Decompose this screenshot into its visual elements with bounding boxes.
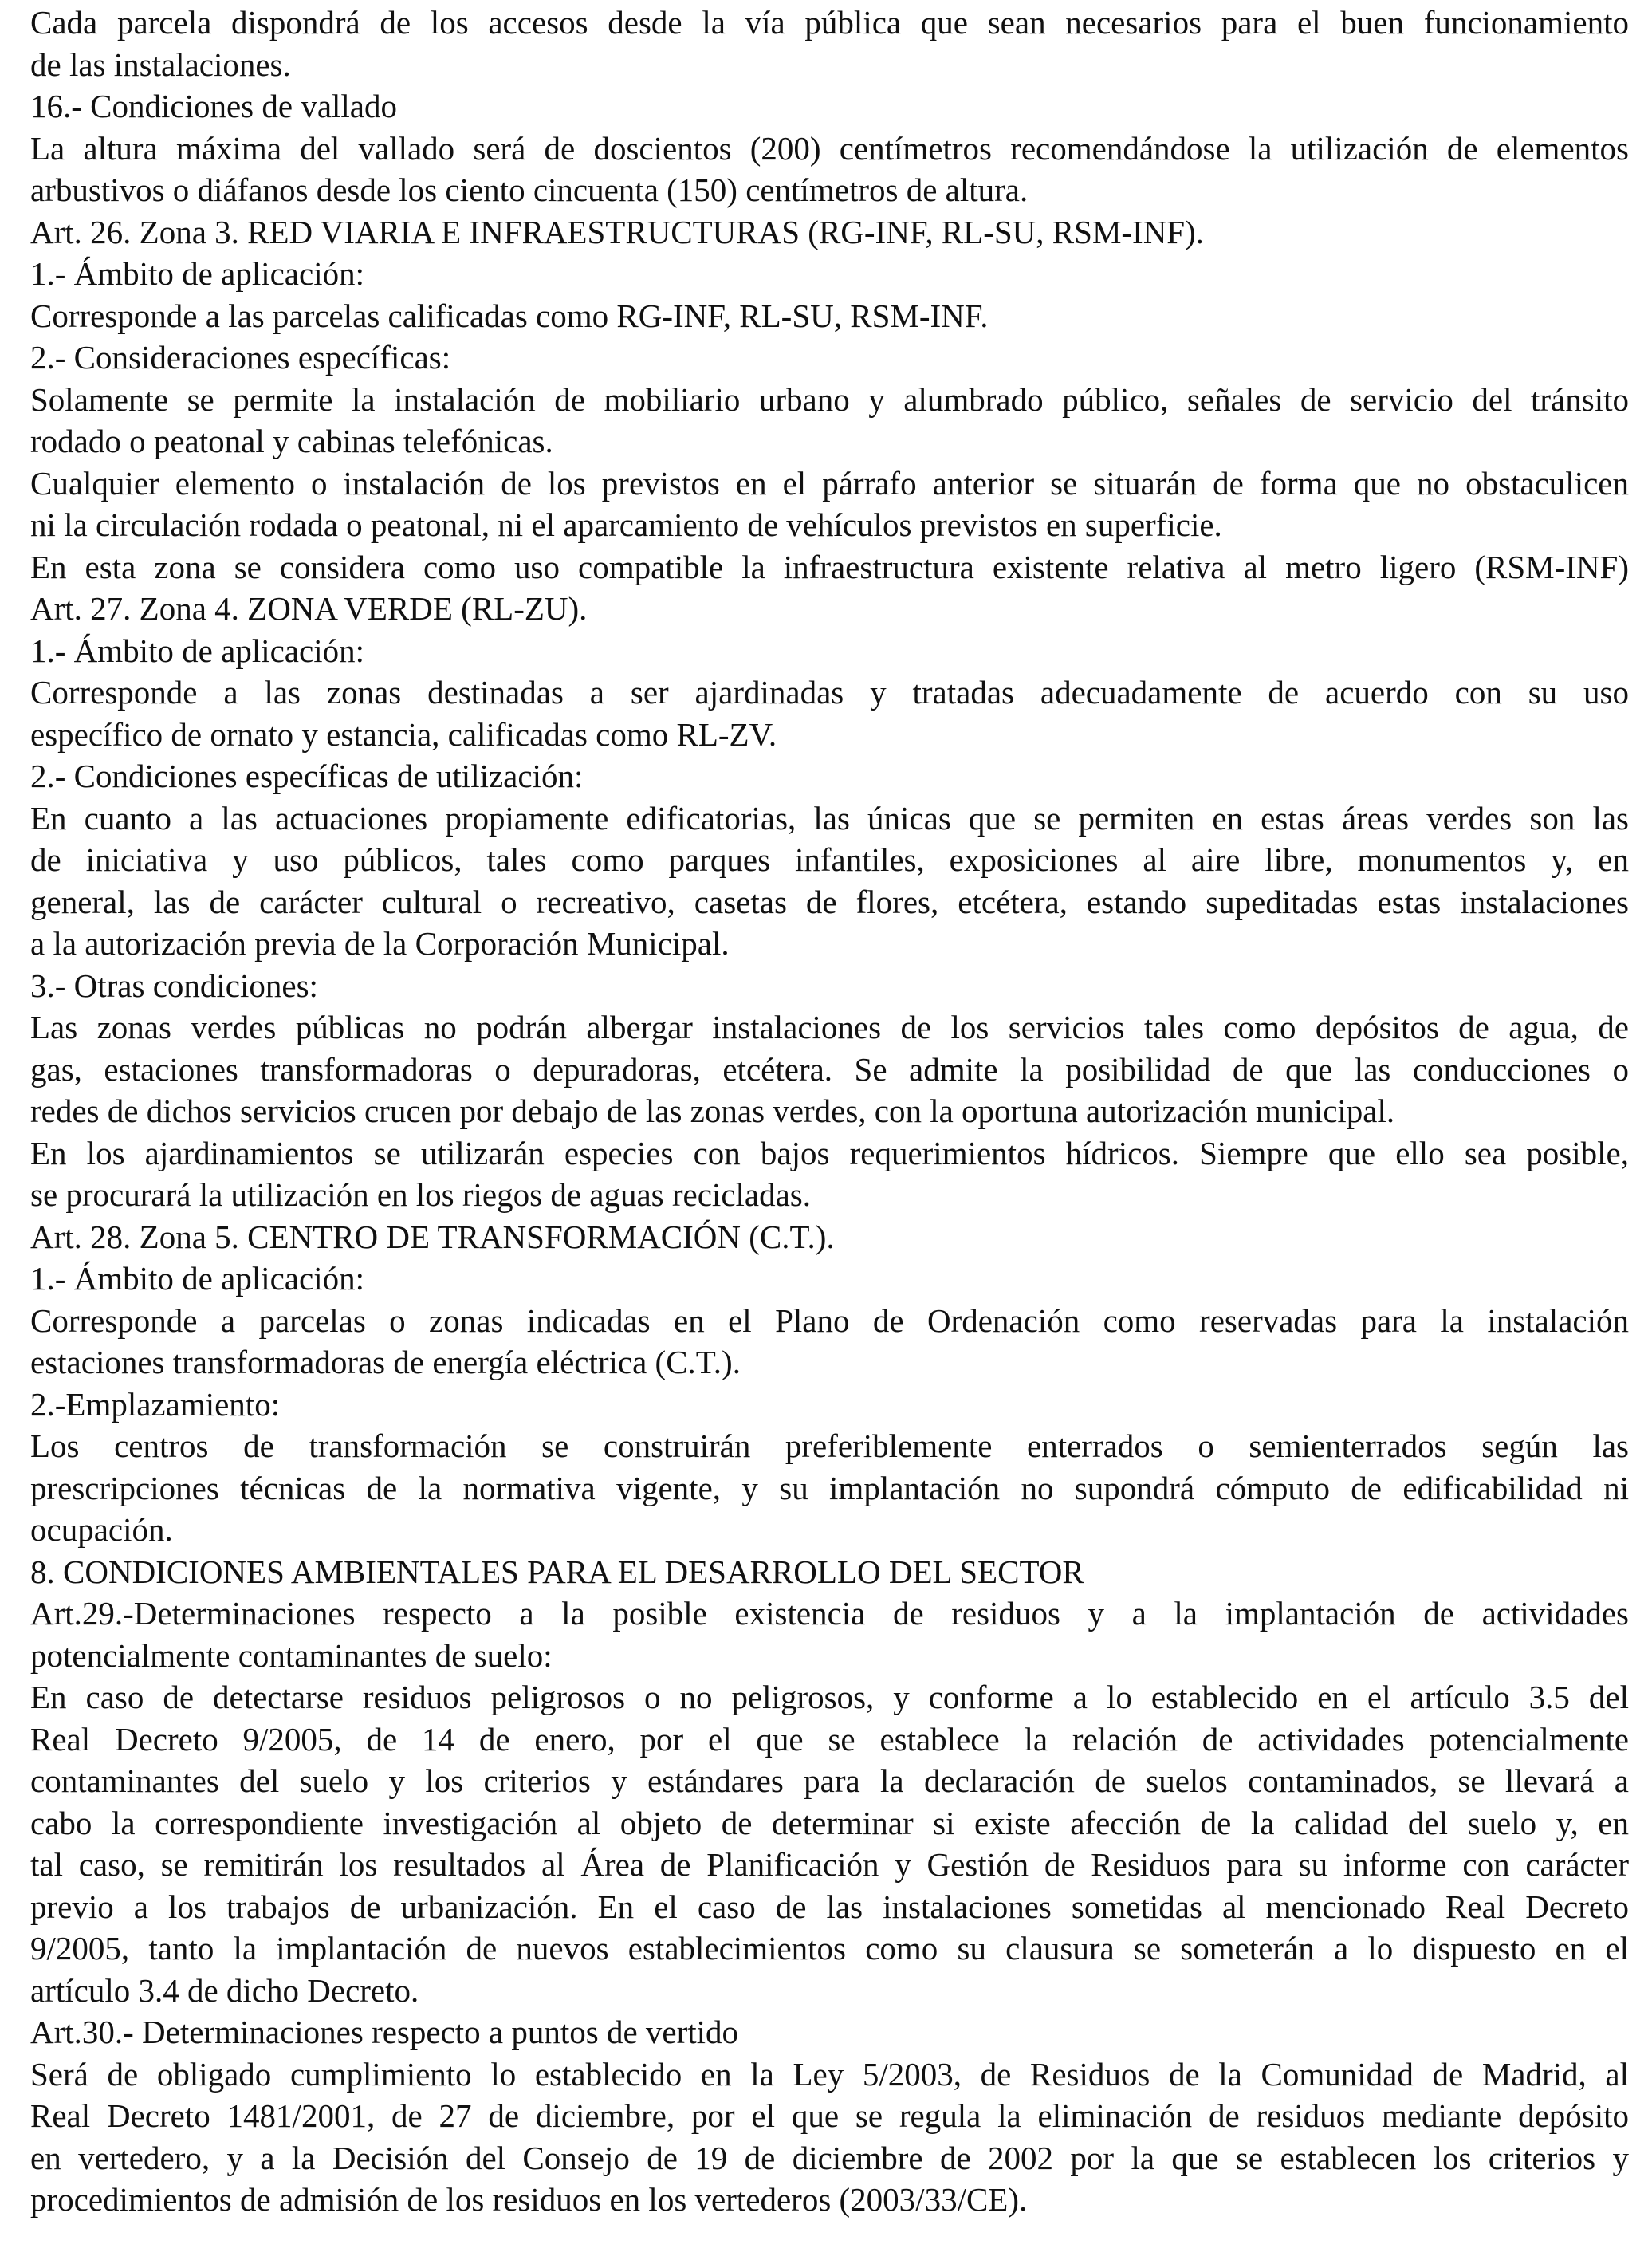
text-line: 1.- Ámbito de aplicación: (30, 255, 364, 292)
text-line: rodado o peatonal y cabinas telefónicas. (30, 423, 553, 459)
text-line: Art. 26. Zona 3. RED VIARIA E INFRAESTRUCTURAS (RG-INF, RL-SU, RSM-INF). (30, 213, 1205, 250)
text-line: de iniciativa y uso públicos, tales como parques infantiles, exposiciones al aire libre, monumentos y, en (30, 841, 1629, 878)
text-line: Cada parcela dispondrá de los accesos desde la vía pública que sean necesarios para el buen funcionamiento (30, 4, 1629, 41)
text-line: procedimientos de admisión de los residuos en los vertederos (2003/33/CE). (30, 2181, 1028, 2218)
text-line: específico de ornato y estancia, calificadas como RL-ZV. (30, 715, 777, 753)
text-line: gas, estaciones transformadoras o depuradoras, etcétera. Se admite la posibilidad de que las conducciones o (30, 1050, 1629, 1088)
text-line: ni la circulación rodada o peatonal, ni el aparcamiento de vehículos previstos en superficie. (30, 506, 1222, 543)
text-line: Corresponde a las parcelas calificadas como RG-INF, RL-SU, RSM-INF. (30, 297, 989, 334)
text-line: arbustivos o diáfanos desde los ciento cincuenta (150) centímetros de altura. (30, 171, 1029, 208)
text-line: 1.- Ámbito de aplicación: (30, 632, 364, 669)
text-line: En los ajardinamientos se utilizarán especies con bajos requerimientos hídricos. Siempre que ello sea posible, (30, 1134, 1629, 1171)
text-line: 2.-Emplazamiento: (30, 1385, 281, 1423)
text-line: Real Decreto 1481/2001, de 27 de diciembre, por el que se regula la eliminación de residuos mediante depósito (30, 2097, 1629, 2134)
text-line: Las zonas verdes públicas no podrán albergar instalaciones de los servicios tales como depósitos de agua, de (30, 1009, 1629, 1045)
text-line: 2.- Condiciones específicas de utilización: (30, 758, 584, 794)
text-line: general, las de carácter cultural o recreativo, casetas de flores, etcétera, estando supeditadas estas instalaciones (30, 883, 1629, 920)
text-line: 1.- Ámbito de aplicación: (30, 1260, 364, 1297)
text-line: En cuanto a las actuaciones propiamente edificatorias, las únicas que se permiten en estas áreas verdes son las (30, 799, 1629, 837)
text-line: Real Decreto 9/2005, de 14 de enero, por el que se establece la relación de actividades potencialmente (30, 1720, 1629, 1758)
text-line: en vertedero, y a la Decisión del Consejo de 19 de diciembre de 2002 por la que se establecen los criterios y (30, 2139, 1629, 2176)
text-line: Cualquier elemento o instalación de los previstos en el párrafo anterior se situarán de forma que no obstaculicen (30, 464, 1629, 502)
text-line: La altura máxima del vallado será de doscientos (200) centímetros recomendándose la utilización de elementos (30, 129, 1629, 167)
text-line: Será de obligado cumplimiento lo establecido en la Ley 5/2003, de Residuos de la Comunidad de Madrid, al (30, 2055, 1629, 2093)
text-line: Art.30.- Determinaciones respecto a puntos de vertido (30, 2014, 739, 2050)
text-line: Art. 28. Zona 5. CENTRO DE TRANSFORMACIÓN (C.T.). (30, 1218, 835, 1255)
text-line: artículo 3.4 de dicho Decreto. (30, 1971, 419, 2009)
text-line: Art. 27. Zona 4. ZONA VERDE (RL-ZU). (30, 590, 588, 627)
text-line: de las instalaciones. (30, 45, 291, 83)
text-line: En esta zona se considera como uso compatible la infraestructura existente relativa al metro ligero (RSM-INF) (30, 548, 1629, 585)
text-line: cabo la correspondiente investigación al objeto de determinar si existe afección de la calidad del suelo y, en (30, 1804, 1629, 1841)
text-line: redes de dichos servicios crucen por debajo de las zonas verdes, con la oportuna autorización municipal. (30, 1093, 1395, 1129)
text-line: Solamente se permite la instalación de mobiliario urbano y alumbrado público, señales de servicio del tránsito (30, 380, 1629, 418)
text-line: 2.- Consideraciones específicas: (30, 339, 451, 376)
text-line: contaminantes del suelo y los criterios y estándares para la declaración de suelos contaminados, se llevará a (30, 1762, 1629, 1799)
text-line: 16.- Condiciones de vallado (30, 88, 398, 124)
text-line: se procurará la utilización en los riegos de aguas recicladas. (30, 1176, 812, 1213)
document-body (30, 2, 1629, 2221)
text-line: a la autorización previa de la Corporación Municipal. (30, 925, 730, 962)
text-line: ocupación. (30, 1511, 173, 1548)
text-line: potencialmente contaminantes de suelo: (30, 1636, 553, 1674)
text-line: 3.- Otras condiciones: (30, 967, 318, 1004)
text-line: prescripciones técnicas de la normativa vigente, y su implantación no supondrá cómputo de edificabilidad ni (30, 1469, 1629, 1506)
text-line: Corresponde a las zonas destinadas a ser ajardinadas y tratadas adecuadamente de acuerdo con su uso (30, 674, 1629, 711)
text-line: tal caso, se remitirán los resultados al Área de Planificación y Gestión de Residuos para su informe con carácter (30, 1846, 1629, 1883)
text-line: Corresponde a parcelas o zonas indicadas en el Plano de Ordenación como reservadas para la instalación (30, 1301, 1629, 1339)
text-line: previo a los trabajos de urbanización. En el caso de las instalaciones sometidas al mencionado Real Decreto (30, 1888, 1629, 1925)
text-line: estaciones transformadoras de energía eléctrica (C.T.). (30, 1344, 741, 1380)
text-line: Art.29.-Determinaciones respecto a la posible existencia de residuos y a la implantación de actividades (30, 1595, 1629, 1632)
text-line: 9/2005, tanto la implantación de nuevos establecimientos como su clausura se someterán a lo dispuesto en el (30, 1930, 1629, 1967)
text-line: En caso de detectarse residuos peligrosos o no peligrosos, y conforme a lo establecido en el artículo 3.5 del (30, 1679, 1629, 1715)
text-line: 8. CONDICIONES AMBIENTALES PARA EL DESARROLLO DEL SECTOR (30, 1553, 1084, 1590)
text-line: Los centros de transformación se construirán preferiblemente enterrados o semienterrados según las (30, 1427, 1629, 1464)
